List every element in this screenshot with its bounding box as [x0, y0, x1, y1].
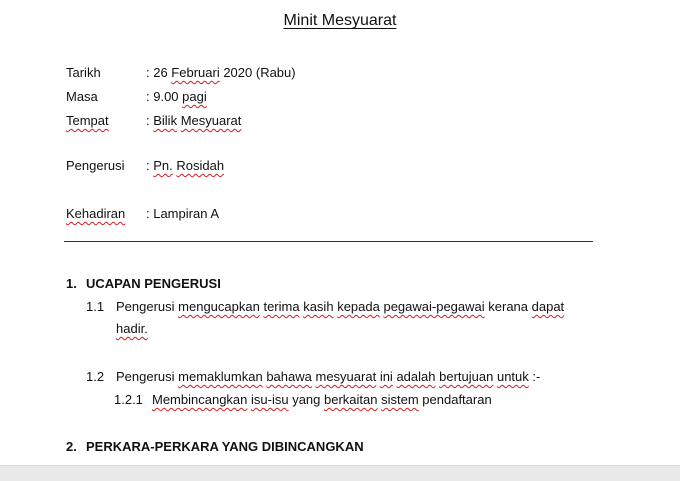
horizontal-rule [64, 241, 593, 242]
section-2-title: PERKARA-PERKARA YANG DIBINCANGKAN [86, 439, 364, 454]
document-title [0, 12, 680, 30]
title-text: Minit Mesyuarat [283, 12, 397, 29]
item-1-2-1 [114, 392, 614, 412]
item-1-2-1-number: 1.2.1 [114, 392, 143, 407]
info-value-pengerusi: : Pn. Rosidah [146, 158, 225, 173]
section-1-heading [66, 276, 221, 291]
section-2-number: 2. [66, 439, 77, 454]
info-value-tarikh: : 26 Februari 2020 (Rabu) [146, 65, 296, 80]
info-value-tempat: : Bilik Mesyuarat [146, 113, 242, 128]
section-1-title: UCAPAN PENGERUSI [86, 276, 221, 291]
item-1-2-line1: Pengerusi memaklumkan bahawa mesyuarat ini adalah bertujuan untuk :- [116, 369, 541, 384]
info-value-kehadiran: : Lampiran A [146, 206, 219, 221]
item-1-2-1-text: Membincangkan isu-isu yang berkaitan sistem pendaftaran [152, 392, 492, 407]
section-1-number: 1. [66, 276, 77, 291]
item-1-1-line1: Pengerusi mengucapkan terima kasih kepada pegawai-pegawai kerana dapat [116, 299, 565, 314]
info-label-tempat: Tempat [66, 113, 109, 128]
info-value-masa: : 9.00 pagi [146, 89, 207, 104]
info-label-masa: Masa [66, 89, 98, 104]
page-gap [0, 465, 680, 481]
item-1-2-number: 1.2 [86, 369, 105, 384]
info-label-pengerusi: Pengerusi [66, 158, 125, 173]
item-1-1-line2: hadir. [116, 321, 148, 336]
info-label-tarikh: Tarikh [66, 65, 101, 80]
item-1-2 [86, 369, 606, 389]
item-1-1 [86, 299, 606, 339]
item-1-1-number: 1.1 [86, 299, 105, 314]
info-label-kehadiran: Kehadiran [66, 206, 126, 221]
section-2-heading [66, 439, 364, 454]
